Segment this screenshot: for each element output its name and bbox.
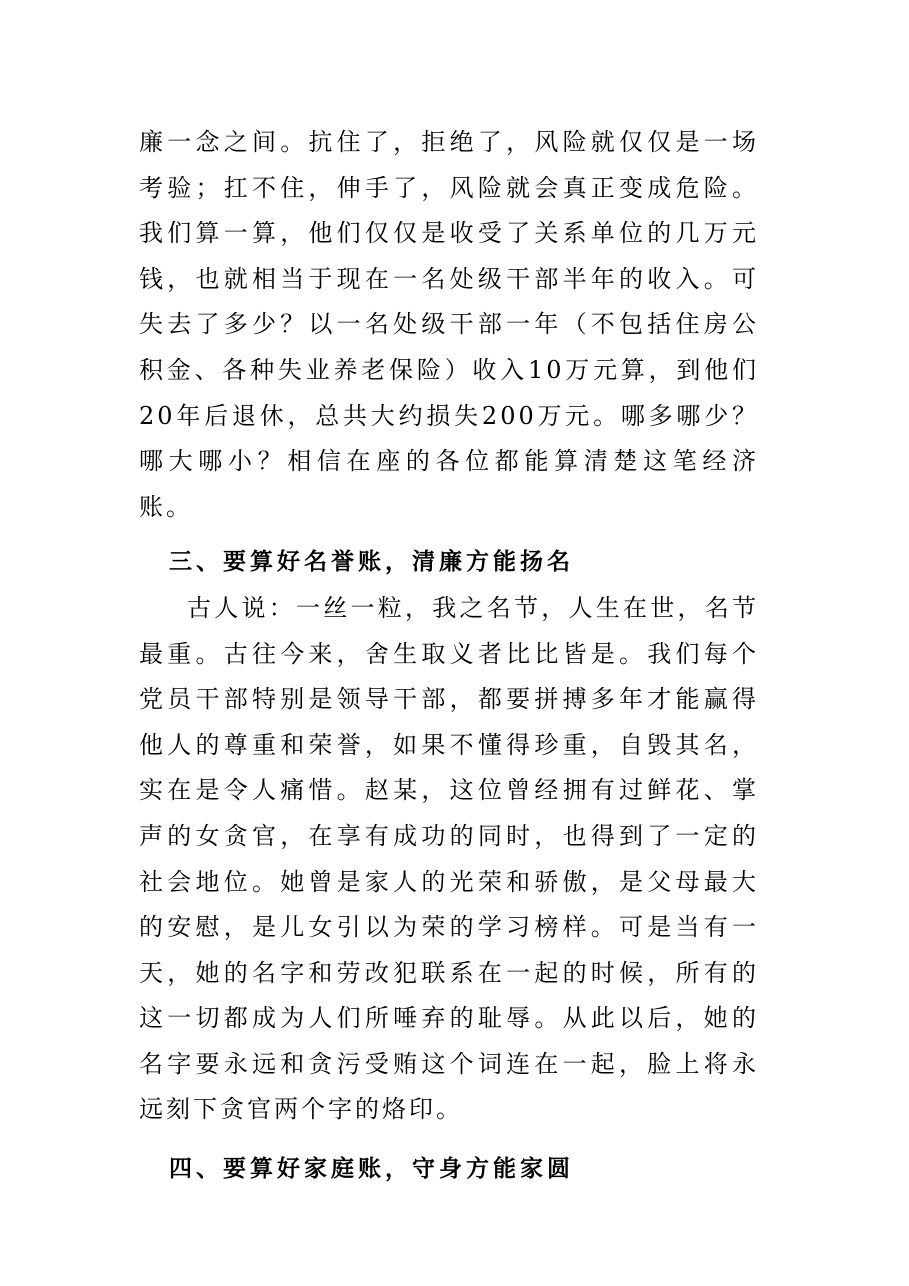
- section-3-paragraph: 古人说：一丝一粒，我之名节，人生在世，名节最重。古往今来，舍生取义者比比皆是。我们每个党员干部特别是领导干部，都要拼搏多年才能赢得他人的尊重和荣誉，如果不懂得珍重，自毁其名，实在是令人痛惜。赵某，这位曾经拥有过鲜花、掌声的女贪官，在享有成功的同时，也得到了一定的社会地位。她曾是家人的光荣和骄傲，是父母最大的安慰，是儿女引以为荣的学习榜样。可是当有一天，她的名字和劳改犯联系在一起的时候，所有的这一切都成为人们所唾弃的耻辱。从此以后，她的名字要永远和贪污受贿这个词连在一起，脸上将永远刻下贪官两个字的烙印。: [139, 593, 759, 1124]
- section-4-heading: 四、要算好家庭账，守身方能家圆: [169, 1156, 574, 1183]
- continued-paragraph: 廉一念之间。抗住了，拒绝了，风险就仅仅是一场考验；扛不住，伸手了，风险就会真正变成危险。我们算一算，他们仅仅是收受了关系单位的几万元钱，也就相当于现在一名处级干部半年的收入。可失去了多少？以一名处级干部一年（不包括住房公积金、各种失业养老保险）收入10万元算，到他们20年后退休，总共大约损失200万元。哪多哪少？哪大哪小？相信在座的各位都能算清楚这笔经济账。: [139, 128, 759, 521]
- section-3-heading: 三、要算好名誉账，清廉方能扬名: [169, 549, 574, 576]
- document-body: [139, 120, 759, 1193]
